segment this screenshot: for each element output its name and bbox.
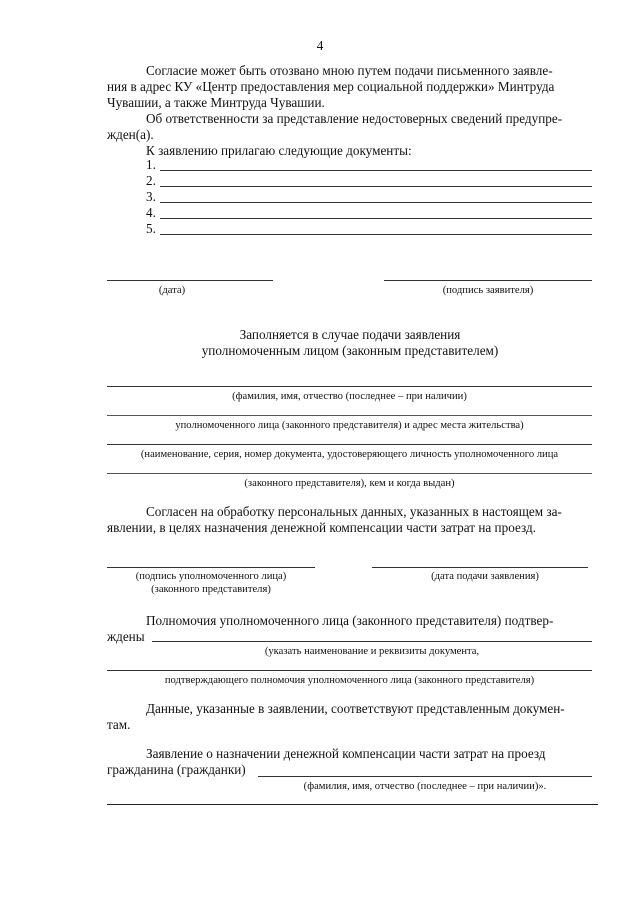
representative-document-caption: (наименование, серия, номер документа, удостоверяющего личность уполномоченного лица (140, 449, 559, 460)
representative-signature-caption-2: (законного представителя) (151, 584, 271, 595)
responsibility-line-1: Об ответственности за представление недостоверных сведений предупре- (146, 111, 563, 126)
representative-issued-caption: (законного представителя), кем и когда выдан) (244, 478, 455, 489)
date-caption: (дата) (158, 285, 186, 296)
citizen-fio-caption: (фамилия, имя, отчество (последнее – при наличии)». (303, 781, 547, 792)
attachment-line-2[interactable] (160, 186, 592, 187)
representative-address-line[interactable] (107, 415, 592, 416)
authority-document-line[interactable] (152, 641, 592, 642)
authority-caption-1: (указать наименование и реквизиты документа, (264, 646, 480, 657)
applicant-signature-line[interactable] (384, 280, 592, 281)
consent-withdrawal-line-1: Согласие может быть отозвано мною путем подачи письменного заявле- (146, 63, 553, 78)
attachment-number-2: 2. (146, 173, 156, 188)
citizen-fio-line[interactable] (258, 776, 592, 777)
attachments-heading: К заявлению прилагаю следующие документы: (146, 143, 412, 158)
attachment-line-5[interactable] (160, 234, 592, 235)
data-correct-line-1: Данные, указанные в заявлении, соответствуют представленным докумен- (146, 701, 565, 716)
attachment-number-3: 3. (146, 189, 156, 204)
representative-address-caption: уполномоченного лица (законного представителя) и адрес места жительства) (175, 420, 524, 431)
personal-data-consent-line-1: Согласен на обработку персональных данных, указанных в настоящем за- (146, 504, 562, 519)
submission-date-line[interactable] (372, 567, 588, 568)
consent-withdrawal-line-3: Чувашии, а также Минтруда Чувашии. (107, 95, 325, 110)
responsibility-line-2: жден(а). (107, 127, 154, 142)
consent-withdrawal-line-2: ния в адрес КУ «Центр предоставления мер социальной поддержки» Минтруда (107, 79, 555, 94)
attachment-line-4[interactable] (160, 218, 592, 219)
date-line[interactable] (107, 280, 273, 281)
applicant-signature-caption: (подпись заявителя) (442, 285, 534, 296)
bottom-rule (107, 804, 598, 805)
attachment-line-3[interactable] (160, 202, 592, 203)
personal-data-consent-line-2: явлении, в целях назначения денежной компенсации части затрат на проезд. (107, 520, 536, 535)
representative-fio-line[interactable] (107, 386, 592, 387)
authority-line-1: Полномочия уполномоченного лица (законного представителя) подтвер- (146, 613, 554, 628)
representative-signature-line[interactable] (107, 567, 315, 568)
representative-document-line[interactable] (107, 444, 592, 445)
representative-title-line-1: Заполняется в случае подачи заявления (239, 327, 461, 342)
attachment-number-5: 5. (146, 221, 156, 236)
authority-line-2: ждены (107, 629, 145, 644)
representative-signature-caption-1: (подпись уполномоченного лица) (135, 571, 287, 582)
representative-issued-line[interactable] (107, 473, 592, 474)
final-statement-line-2: гражданина (гражданки) (107, 762, 246, 777)
authority-document-line-2[interactable] (107, 670, 592, 671)
final-statement-line-1: Заявление о назначении денежной компенсации части затрат на проезд (146, 746, 546, 761)
data-correct-line-2: там. (107, 717, 131, 732)
authority-caption-2: подтверждающего полномочия уполномоченного лица (законного представителя) (164, 675, 535, 686)
submission-date-caption: (дата подачи заявления) (431, 571, 539, 582)
representative-title-line-2: уполномоченным лицом (законным представителем) (201, 343, 499, 358)
page-number: 4 (316, 38, 324, 53)
attachment-number-1: 1. (146, 157, 156, 172)
attachment-number-4: 4. (146, 205, 156, 220)
attachment-line-1[interactable] (160, 170, 592, 171)
representative-fio-caption: (фамилия, имя, отчество (последнее – при наличии) (232, 391, 467, 402)
